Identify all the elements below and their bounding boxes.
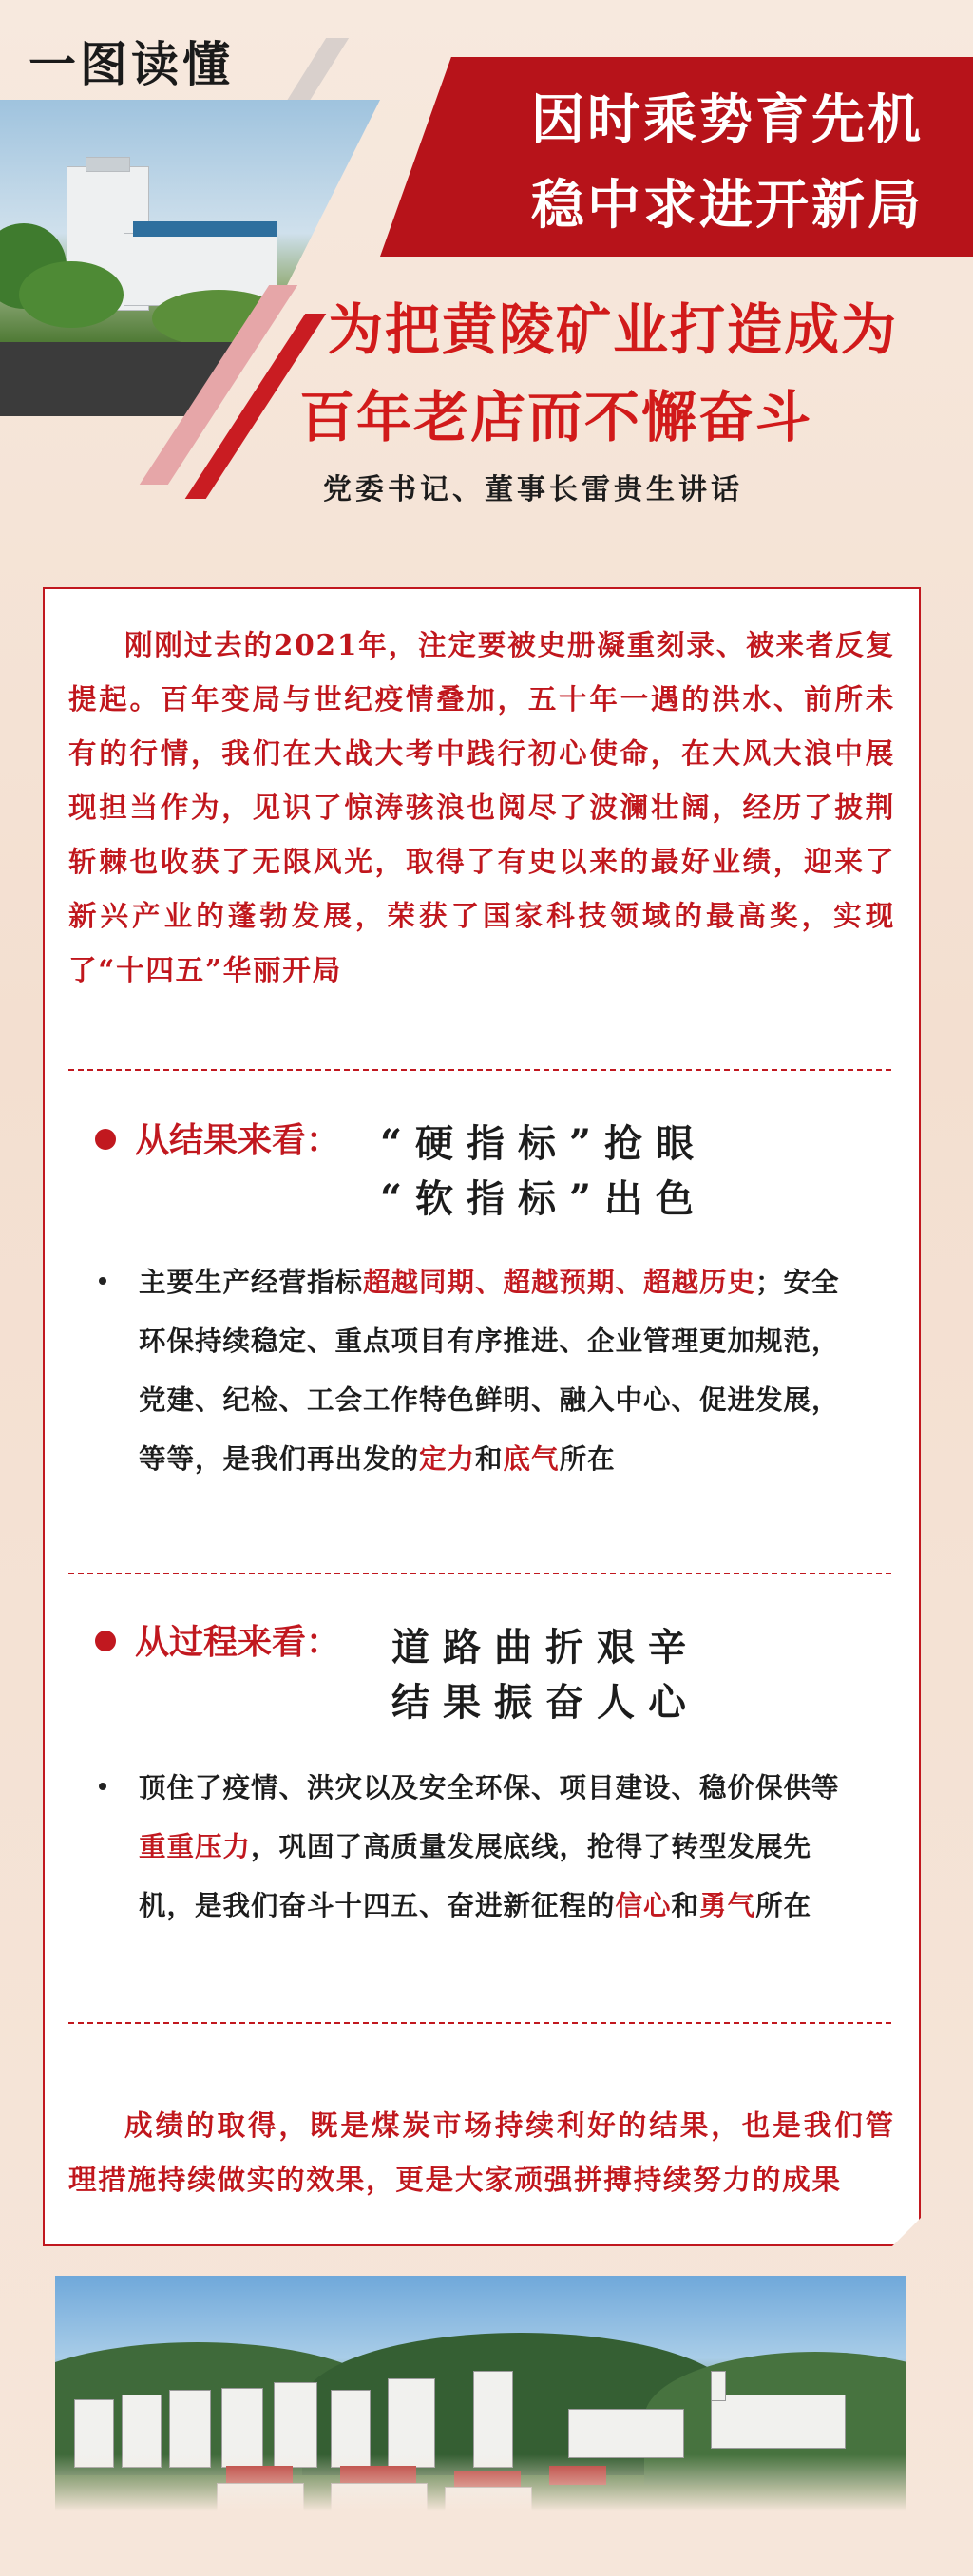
section-bullet-icon (95, 1129, 116, 1150)
section-tag-process-2: 结果振奋人心 (391, 1680, 699, 1725)
subtitle-line-1: 为把黄陵矿业打造成为 (328, 297, 899, 362)
section-title-process: 从过程来看： (135, 1623, 341, 1662)
subtitle-line-2: 百年老店而不懈奋斗 (299, 385, 813, 449)
divider (68, 1069, 891, 1071)
header-tagline: 一图读懂 (29, 37, 234, 92)
divider (68, 2022, 891, 2024)
section-tag-result-1: “硬指标”抢眼 (380, 1121, 708, 1166)
intro-paragraph: 刚刚过去的2021年，注定要被史册凝重刻录、被来者反复提起。百年变局与世纪疫情叠加，五十年一遇的洪水、前所未有的行情，我们在大战大考中践行初心使命，在大风大浪中展现担当作为，见识了惊涛骇浪也阅尽了波澜壮阔，经历了披荆斩棘也收获了无限风光，取得了有史以来的最好业绩，迎来了新兴产业的蓬勃发展，荣获了国家科技领域的最高奖，实现了“十四五”华丽开局 (68, 628, 895, 986)
header-photo (0, 100, 380, 342)
section-title-result: 从结果来看： (135, 1121, 341, 1160)
closing-paragraph: 成绩的取得，既是煤炭市场持续利好的结果，也是我们管理措施持续做实的效果，更是大家顽强拼搏持续努力的成果 (68, 2109, 895, 2196)
banner-line-2: 稳中求进开新局 (531, 175, 924, 237)
section-bullet-icon (95, 1631, 116, 1651)
result-body: 主要生产经营指标超越同期、超越预期、超越历史；安全环保持续稳定、重点项目有序推进、企业管理更加规范，党建、纪检、工会工作特色鲜明、融入中心、促进发展，等等，是我们再出发的定力和底气所在 (139, 1266, 840, 1475)
list-bullet-icon (99, 1277, 106, 1285)
speaker-caption: 党委书记、董事长雷贵生讲话 (323, 473, 743, 506)
banner-line-1: 因时乘势育先机 (531, 89, 924, 151)
mining-town-photo (55, 2276, 906, 2511)
list-bullet-icon (99, 1783, 106, 1790)
process-body: 顶住了疫情、洪灾以及安全环保、项目建设、稳价保供等重重压力，巩固了高质量发展底线，抢得了转型发展先机，是我们奋斗十四五、奋进新征程的信心和勇气所在 (139, 1771, 840, 1921)
divider (68, 1573, 891, 1574)
section-tag-process-1: 道路曲折艰辛 (391, 1625, 699, 1670)
section-tag-result-2: “软指标”出色 (380, 1176, 708, 1221)
